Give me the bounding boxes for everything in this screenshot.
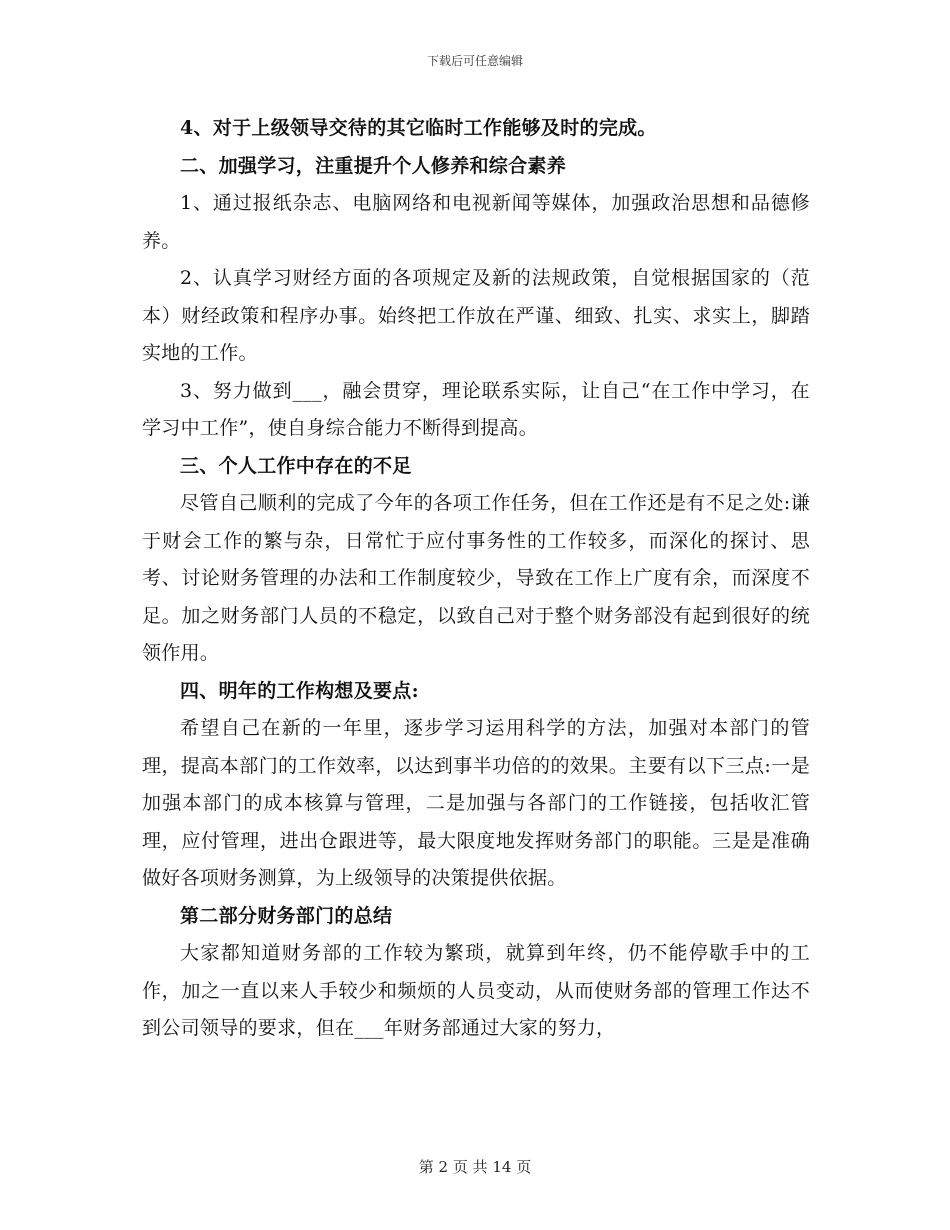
paragraph-study-3: 3、努力做到___，融会贯穿，理论联系实际，让自己“在工作中学习，在学习中工作”，使自身综合能力不断得到提高。 — [142, 379, 810, 439]
paragraph-shortcomings: 尽管自己顺利的完成了今年的各项工作任务，但在工作还是有不足之处:谦于财会工作的繁与杂，日常忙于应付事务性的工作较多，而深化的探讨、思考、讨论财务管理的办法和工作制度较少，导致在工作上广度有余，而深度不足。加之财务部门人员的不稳定，以致自己对于整个财务部没有起到很好的统领作用。 — [142, 492, 810, 664]
section-heading-2: 二、加强学习，注重提升个人修养和综合素养 — [180, 154, 567, 177]
paragraph-part-two-intro: 大家都知道财务部的工作较为繁琐，就算到年终，仍不能停歇手中的工作，加之一直以来人手较少和频烦的人员变动，从而使财务部的管理工作达不到公司领导的要求，但在___年财务部通过大家的努力， — [142, 942, 810, 1039]
paragraph-next-year-plan: 希望自己在新的一年里，逐步学习运用科学的方法，加强对本部门的管理，提高本部门的工作效率，以达到事半功倍的的效果。主要有以下三点:一是加强本部门的成本核算与管理，二是加强与各部门的工作链接，包括收汇管理，应付管理，进出仓跟进等，最大限度地发挥财务部门的职能。三是是准确做好各项财务测算，为上级领导的决策提供依据。 — [142, 717, 810, 889]
document-body — [142, 110, 810, 1048]
page-number-footer: 第 2 页 共 14 页 — [418, 1158, 532, 1176]
paragraph-study-2: 2、认真学习财经方面的各项规定及新的法规政策，自觉根据国家的（范本）财经政策和程序办事。始终把工作放在严谨、细致、扎实、求实上，脚踏实地的工作。 — [142, 267, 810, 364]
part-two-heading: 第二部分财务部门的总结 — [180, 904, 393, 927]
page-header-note: 下载后可任意编辑 — [426, 54, 523, 68]
section-heading-3: 三、个人工作中存在的不足 — [180, 454, 412, 477]
paragraph-study-1: 1、通过报纸杂志、电脑网络和电视新闻等媒体，加强政治思想和品德修养。 — [142, 192, 810, 252]
paragraph-item-4: 4、对于上级领导交待的其它临时工作能够及时的完成。 — [180, 117, 657, 139]
section-heading-4: 四、明年的工作构想及要点: — [180, 679, 419, 702]
